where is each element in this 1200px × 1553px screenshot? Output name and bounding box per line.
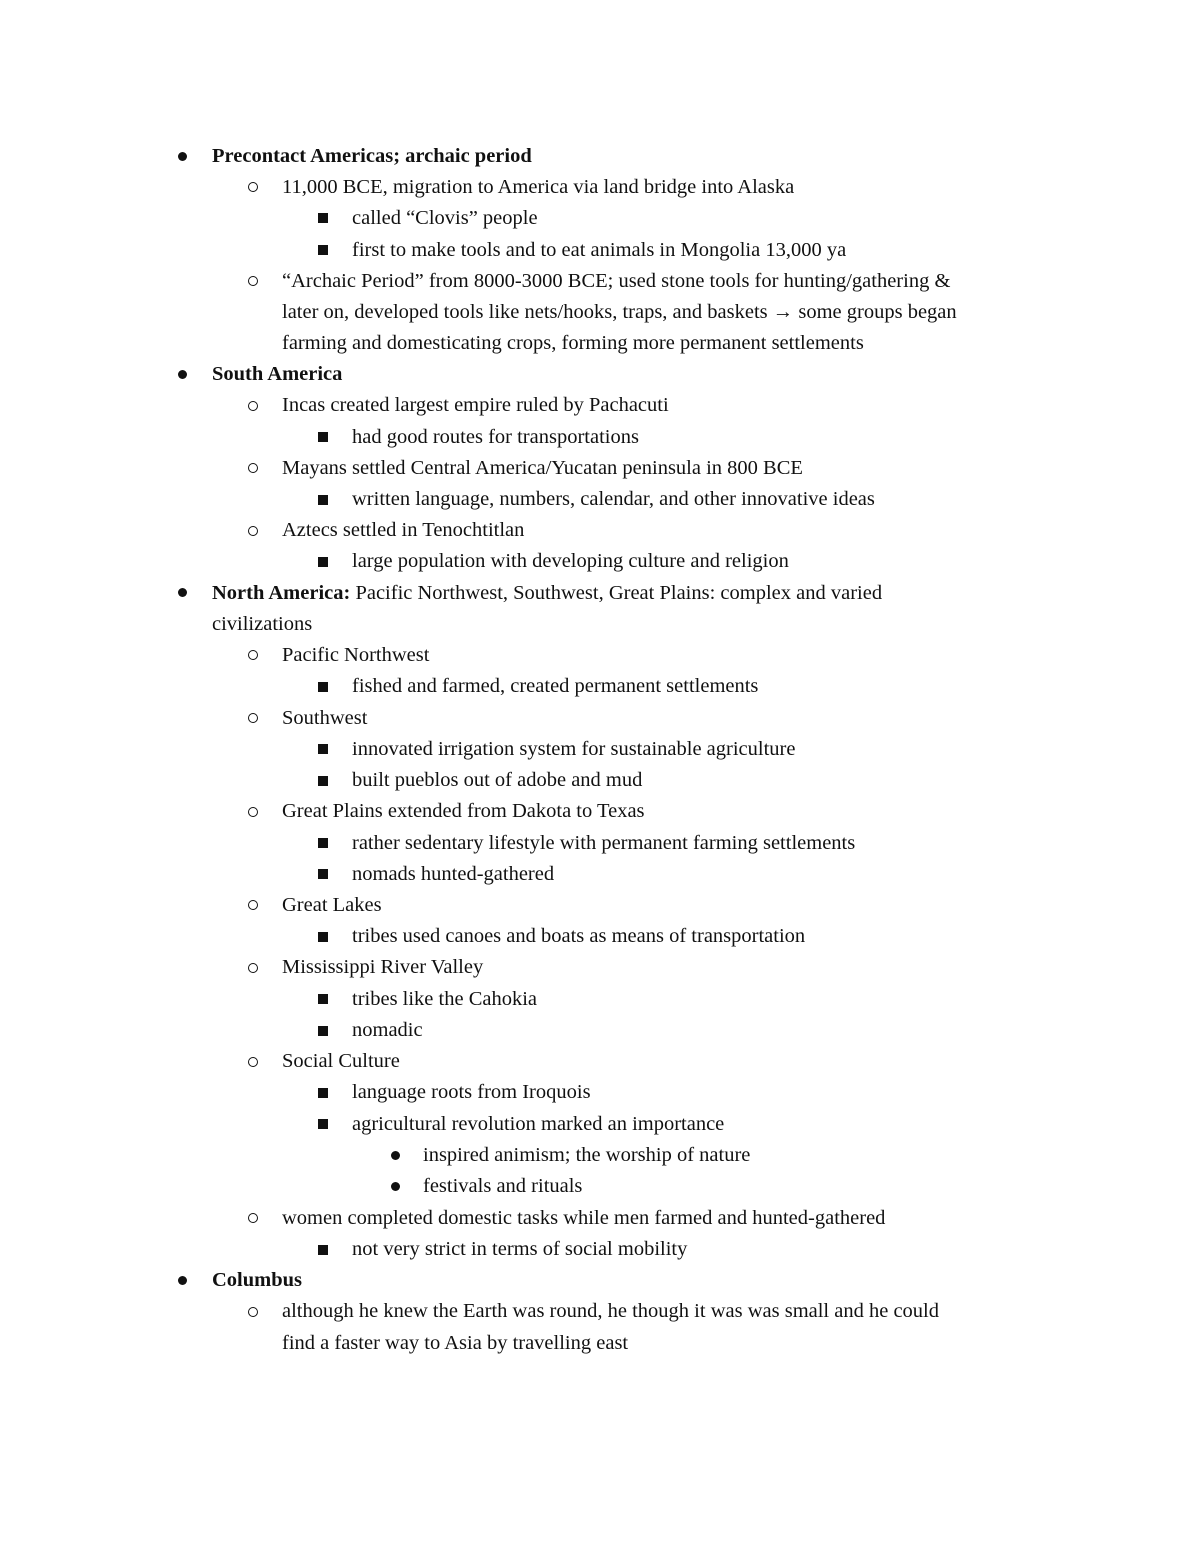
bullet-disc-icon xyxy=(391,1182,400,1191)
list-item: not very strict in terms of social mobility xyxy=(352,1238,688,1260)
list-item: Great Lakes xyxy=(282,894,382,916)
bullet-square-icon xyxy=(318,245,328,255)
bullet-circle-icon xyxy=(248,526,258,536)
list-item: Pacific Northwest xyxy=(282,644,430,666)
bullet-square-icon xyxy=(318,1026,328,1036)
bullet-square-icon xyxy=(318,869,328,879)
bullet-square-icon xyxy=(318,1119,328,1129)
bullet-disc-icon xyxy=(178,1276,187,1285)
list-item: 11,000 BCE, migration to America via land bridge into Alaska xyxy=(282,176,795,198)
section-heading-south-america: South America xyxy=(212,363,343,385)
bullet-circle-icon xyxy=(248,713,258,723)
list-item: rather sedentary lifestyle with permanent farming settlements xyxy=(352,832,856,854)
list-item: built pueblos out of adobe and mud xyxy=(352,769,643,791)
bullet-square-icon xyxy=(318,682,328,692)
bullet-circle-icon xyxy=(248,463,258,473)
bullet-square-icon xyxy=(318,776,328,786)
section-heading-continuation: civilizations xyxy=(212,613,313,635)
list-item: agricultural revolution marked an importance xyxy=(352,1113,725,1135)
list-item: nomads hunted-gathered xyxy=(352,863,555,885)
bullet-circle-icon xyxy=(248,182,258,192)
list-item: Social Culture xyxy=(282,1050,400,1072)
bullet-circle-icon xyxy=(248,1213,258,1223)
list-item: “Archaic Period” from 8000-3000 BCE; used stone tools for hunting/gathering & xyxy=(282,270,951,292)
list-item: tribes like the Cahokia xyxy=(352,988,538,1010)
bullet-square-icon xyxy=(318,1245,328,1255)
bullet-square-icon xyxy=(318,932,328,942)
list-item: had good routes for transportations xyxy=(352,426,639,448)
list-item: festivals and rituals xyxy=(423,1175,583,1197)
list-item-continuation: find a faster way to Asia by travelling east xyxy=(282,1332,629,1354)
list-item: first to make tools and to eat animals in Mongolia 13,000 ya xyxy=(352,239,847,261)
bullet-circle-icon xyxy=(248,900,258,910)
bullet-circle-icon xyxy=(248,401,258,411)
bullet-disc-icon xyxy=(178,152,187,161)
bullet-circle-icon xyxy=(248,650,258,660)
bullet-square-icon xyxy=(318,213,328,223)
list-item: tribes used canoes and boats as means of transportation xyxy=(352,925,806,947)
list-item: nomadic xyxy=(352,1019,423,1041)
bullet-disc-icon xyxy=(178,588,187,597)
list-item: inspired animism; the worship of nature xyxy=(423,1144,751,1166)
bullet-circle-icon xyxy=(248,1057,258,1067)
list-item: written language, numbers, calendar, and other innovative ideas xyxy=(352,488,875,510)
list-item: large population with developing culture and religion xyxy=(352,550,789,572)
list-item: Mississippi River Valley xyxy=(282,956,484,978)
list-item: Aztecs settled in Tenochtitlan xyxy=(282,519,525,541)
bullet-circle-icon xyxy=(248,1307,258,1317)
bullet-square-icon xyxy=(318,1088,328,1098)
bullet-square-icon xyxy=(318,495,328,505)
list-item: Mayans settled Central America/Yucatan peninsula in 800 BCE xyxy=(282,457,803,479)
list-item: language roots from Iroquois xyxy=(352,1081,591,1103)
list-item: Great Plains extended from Dakota to Texas xyxy=(282,800,645,822)
list-item: although he knew the Earth was round, he though it was was small and he could xyxy=(282,1300,939,1322)
section-heading-text: Pacific Northwest, Southwest, Great Plains: complex and varied xyxy=(350,582,883,604)
list-item: women completed domestic tasks while men farmed and hunted-gathered xyxy=(282,1207,886,1229)
bullet-circle-icon xyxy=(248,807,258,817)
list-item: called “Clovis” people xyxy=(352,207,538,229)
section-heading-columbus: Columbus xyxy=(212,1269,303,1291)
list-item-continuation: later on, developed tools like nets/hooks, traps, and baskets → some groups began xyxy=(282,301,957,323)
list-item-continuation: farming and domesticating crops, forming more permanent settlements xyxy=(282,332,864,354)
section-heading-precontact: Precontact Americas; archaic period xyxy=(212,145,532,167)
bullet-disc-icon xyxy=(391,1151,400,1160)
list-item: fished and farmed, created permanent settlements xyxy=(352,675,759,697)
bullet-square-icon xyxy=(318,557,328,567)
bullet-square-icon xyxy=(318,432,328,442)
bullet-square-icon xyxy=(318,994,328,1004)
bullet-circle-icon xyxy=(248,276,258,286)
list-item: Southwest xyxy=(282,707,368,729)
bullet-square-icon xyxy=(318,744,328,754)
section-heading-north-america xyxy=(212,578,882,609)
list-item: Incas created largest empire ruled by Pachacuti xyxy=(282,394,669,416)
bullet-circle-icon xyxy=(248,963,258,973)
bullet-square-icon xyxy=(318,838,328,848)
list-item: innovated irrigation system for sustainable agriculture xyxy=(352,738,796,760)
bullet-disc-icon xyxy=(178,370,187,379)
section-heading-label: North America: xyxy=(212,582,351,604)
